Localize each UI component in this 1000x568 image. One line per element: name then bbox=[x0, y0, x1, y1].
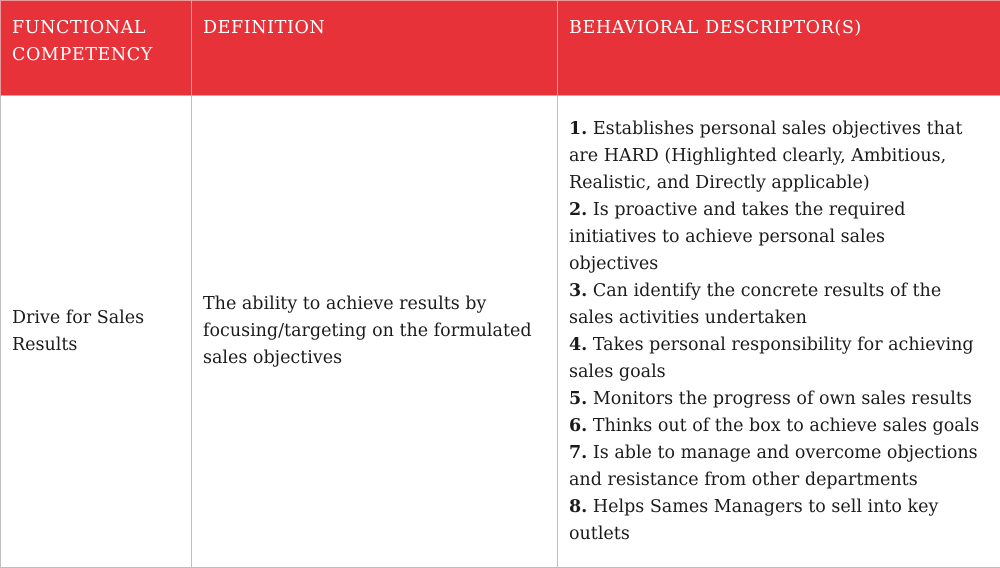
descriptor-line bbox=[569, 413, 994, 440]
descriptor-text: outlets bbox=[569, 523, 630, 544]
descriptor-line bbox=[569, 332, 994, 359]
descriptor-line bbox=[569, 251, 994, 278]
descriptor-text: Monitors the progress of own sales results bbox=[592, 388, 972, 409]
descriptor-line bbox=[569, 116, 994, 143]
descriptor-number: 7. bbox=[569, 442, 588, 463]
descriptor-line bbox=[569, 521, 994, 548]
descriptor-text: sales activities undertaken bbox=[569, 307, 807, 328]
descriptor-text: sales goals bbox=[569, 361, 666, 382]
descriptor-line bbox=[569, 170, 994, 197]
descriptor-text: Is proactive and takes the required bbox=[592, 199, 906, 220]
definition-cell bbox=[192, 96, 558, 568]
descriptor-line bbox=[569, 197, 994, 224]
header-behavioral-descriptors bbox=[558, 1, 1000, 96]
descriptor-number: 8. bbox=[569, 496, 588, 517]
descriptor-line bbox=[569, 224, 994, 251]
descriptor-text: Is able to manage and overcome objections bbox=[592, 442, 978, 463]
header-functional-competency bbox=[1, 1, 192, 96]
descriptor-text: initiatives to achieve personal sales bbox=[569, 226, 885, 247]
header-row bbox=[1, 1, 1000, 96]
descriptors-cell bbox=[558, 96, 1000, 568]
descriptor-text: Takes personal responsibility for achieving bbox=[592, 334, 974, 355]
descriptor-line bbox=[569, 143, 994, 170]
descriptor-number: 3. bbox=[569, 280, 588, 301]
descriptor-number: 6. bbox=[569, 415, 588, 436]
definition-line2: focusing/targeting on the formulated bbox=[203, 321, 532, 341]
descriptor-text: Can identify the concrete results of the bbox=[592, 280, 942, 301]
descriptor-number: 1. bbox=[569, 118, 588, 139]
descriptor-text: Establishes personal sales objectives that bbox=[592, 118, 963, 139]
descriptor-text: and resistance from other departments bbox=[569, 469, 918, 490]
descriptor-text: Thinks out of the box to achieve sales goals bbox=[592, 415, 980, 436]
table-row bbox=[1, 96, 1000, 568]
descriptor-number: 4. bbox=[569, 334, 588, 355]
descriptor-text: Helps Sames Managers to sell into key bbox=[592, 496, 939, 517]
descriptor-line bbox=[569, 305, 994, 332]
header-descriptors-label: BEHAVIORAL DESCRIPTOR(S) bbox=[569, 18, 862, 38]
descriptor-number: 5. bbox=[569, 388, 588, 409]
competency-cell bbox=[1, 96, 192, 568]
header-definition bbox=[192, 1, 558, 96]
header-competency-line1: FUNCTIONAL bbox=[12, 18, 147, 38]
definition-line1: The ability to achieve results by bbox=[203, 294, 487, 314]
descriptor-line bbox=[569, 359, 994, 386]
definition-line3: sales objectives bbox=[203, 348, 343, 368]
competency-line2: Results bbox=[12, 334, 78, 355]
header-definition-label: DEFINITION bbox=[203, 18, 326, 38]
descriptor-line bbox=[569, 440, 994, 467]
descriptor-text: are HARD (Highlighted clearly, Ambitious, bbox=[569, 145, 947, 166]
descriptor-text: Realistic, and Directly applicable) bbox=[569, 172, 870, 193]
descriptor-line bbox=[569, 467, 994, 494]
descriptor-line bbox=[569, 386, 994, 413]
descriptor-line bbox=[569, 494, 994, 521]
descriptor-number: 2. bbox=[569, 199, 588, 220]
descriptor-line bbox=[569, 278, 994, 305]
header-competency-line2: COMPETENCY bbox=[12, 45, 153, 65]
descriptor-text: objectives bbox=[569, 253, 659, 274]
competency-line1: Drive for Sales bbox=[12, 307, 145, 328]
